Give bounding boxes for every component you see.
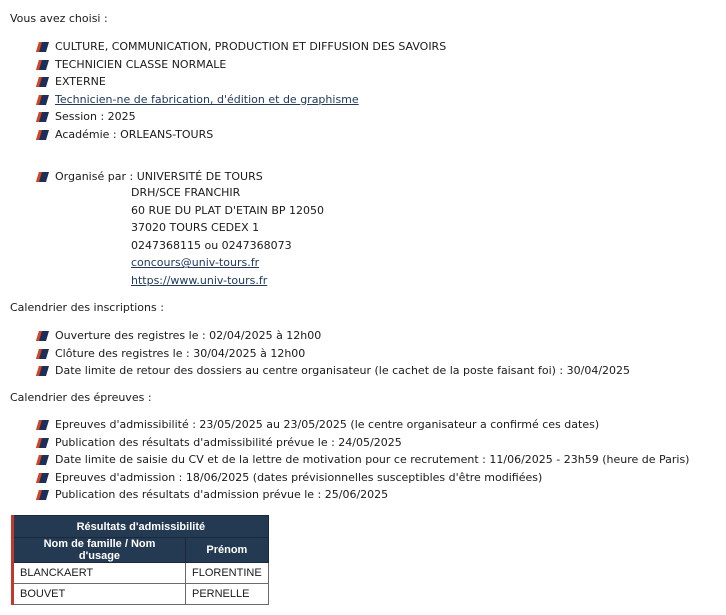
list-item [36, 56, 446, 74]
item-text: Session : 2025 [55, 110, 136, 124]
bullet-icon [36, 438, 49, 448]
organizer-name: UNIVERSITÉ DE TOURS [136, 170, 263, 183]
address-line: 37020 TOURS CEDEX 1 [131, 221, 260, 235]
table-row [13, 584, 269, 605]
item-text: Publication des résultats d'admission prévue le : 25/06/2025 [55, 488, 389, 502]
item-text: Epreuves d'admission : 18/06/2025 (dates prévisionnelles susceptibles d'être modifiées) [55, 470, 543, 484]
item-text: EXTERNE [55, 75, 106, 89]
item-text: Ouverture des registres le : 02/04/2025 à 12h00 [55, 329, 322, 342]
item-text: Clôture des registres le : 30/04/2025 à 12h00 [55, 346, 306, 360]
organizer-address [131, 184, 324, 290]
intro-heading: Vous avez choisi : [10, 12, 108, 25]
list-item [36, 451, 689, 469]
item-text: Date limite de saisie du CV et de la lettre de motivation pour ce recrutement : 11/06/2025 - 23h59 (heure de Paris) [55, 453, 690, 467]
list-item [36, 126, 446, 144]
bullet-icon [36, 349, 49, 359]
first-name-cell: PERNELLE [186, 584, 269, 605]
bullet-icon [36, 455, 49, 465]
first-name-cell: FLORENTINE [186, 563, 269, 584]
item-text: Publication des résultats d'admissibilité prévue le : 24/05/2025 [55, 435, 402, 449]
list-item [36, 108, 446, 126]
list-item [36, 38, 446, 56]
job-link[interactable]: Technicien-ne de fabrication, d'édition et de graphisme [55, 92, 359, 106]
results-title: Résultats d'admissibilité [13, 516, 269, 538]
bullet-icon [36, 130, 49, 140]
last-name-cell: BOUVET [13, 584, 186, 605]
list-item [36, 327, 630, 345]
inscriptions-heading: Calendrier des inscriptions : [10, 301, 164, 314]
phone-line: 0247368115 ou 0247368073 [131, 238, 292, 252]
list-item [36, 486, 689, 504]
choices-list [36, 38, 446, 144]
list-item [36, 416, 689, 434]
list-item [36, 434, 689, 452]
epreuves-list [36, 416, 689, 504]
item-text: Académie : ORLEANS-TOURS [55, 127, 214, 141]
epreuves-heading: Calendrier des épreuves : [10, 391, 152, 404]
table-row [13, 563, 269, 584]
bullet-icon [36, 112, 49, 122]
bullet-icon [36, 77, 49, 87]
bullet-icon [36, 366, 49, 376]
bullet-icon [36, 331, 49, 341]
bullet-icon [36, 473, 49, 483]
bullet-icon [36, 420, 49, 430]
item-text: TECHNICIEN CLASSE NORMALE [55, 57, 227, 71]
bullet-icon [36, 172, 49, 182]
column-header: Nom de famille / Nom d'usage [13, 538, 186, 563]
email-link[interactable]: concours@univ-tours.fr [131, 256, 260, 270]
bullet-icon [36, 42, 49, 52]
inscriptions-list [36, 327, 630, 380]
item-text: Epreuves d'admissibilité : 23/05/2025 au 23/05/2025 (le centre organisateur a confirmé ces dates) [55, 418, 600, 431]
website-link[interactable]: https://www.univ-tours.fr [131, 273, 268, 287]
column-header: Prénom [186, 538, 269, 563]
list-item [36, 345, 630, 363]
address-line: DRH/SCE FRANCHIR [131, 186, 241, 199]
bullet-icon [36, 60, 49, 70]
bullet-icon [36, 490, 49, 500]
results-table [11, 515, 269, 605]
item-text: Date limite de retour des dossiers au centre organisateur (le cachet de la poste faisant foi) : 30/04/2025 [55, 364, 631, 378]
list-item [36, 469, 689, 487]
item-text: CULTURE, COMMUNICATION, PRODUCTION ET DIFFUSION DES SAVOIRS [55, 40, 447, 53]
list-item [36, 91, 446, 109]
organizer-label: Organisé par : [55, 170, 137, 183]
address-line: 60 RUE DU PLAT D'ETAIN BP 12050 [131, 203, 325, 217]
organizer-block [36, 168, 263, 186]
last-name-cell: BLANCKAERT [13, 563, 186, 584]
bullet-icon [36, 95, 49, 105]
list-item [36, 362, 630, 380]
list-item [36, 73, 446, 91]
